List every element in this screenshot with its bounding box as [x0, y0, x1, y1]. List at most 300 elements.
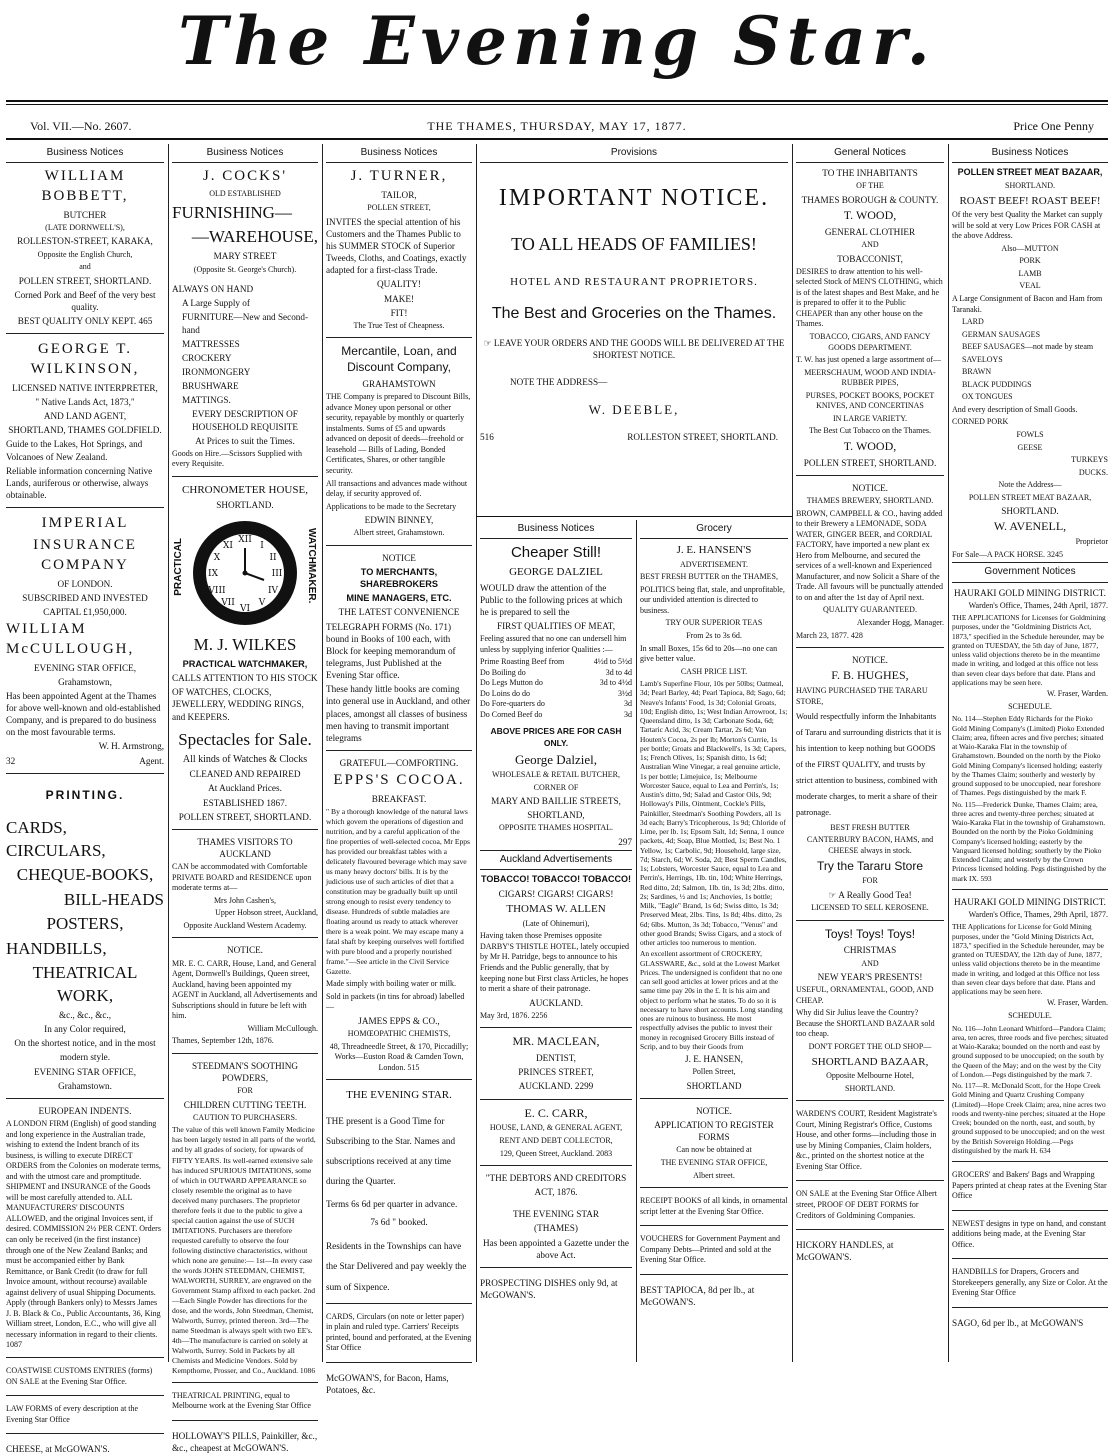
- ad-line: TRY OUR SUPERIOR TEAS: [665, 618, 763, 628]
- ad-line: WHOLESALE & RETAIL BUTCHER,: [492, 770, 620, 780]
- ad-line: DENTIST,: [536, 1053, 576, 1064]
- ad-line: RENT AND DEBT COLLECTOR,: [499, 1135, 613, 1145]
- notice-line: ☞ LEAVE YOUR ORDERS AND THE GOODS WILL BE DELIVERED AT THE SHORTEST NOTICE.: [483, 338, 785, 361]
- ad-line: TOBACCONIST,: [837, 253, 903, 264]
- divider: [480, 1027, 632, 1028]
- ad-hauraki-1: [952, 587, 1108, 883]
- column-6: [952, 144, 1108, 1362]
- column-1: [6, 144, 164, 1455]
- ad-heading: SHORTLAND BAZAAR,: [811, 1055, 929, 1068]
- ad-body: TELEGRAPH FORMS (No. 171) bound in Books of 100 each, with Block for keeping memorandum of telegrams, Just Published at the Evening Star office.: [326, 621, 456, 681]
- ad-line: FIRST QUALITIES OF MEAT,: [496, 620, 616, 631]
- divider: [640, 1098, 788, 1099]
- ad-line: and: [79, 262, 91, 272]
- ad-line: BREAKFAST.: [371, 793, 427, 804]
- ad-body: A LONDON FIRM (English) of good standing and long experience in the Australian trade, wishing to extend the Indent branch of its business, is willing to execute DIRECT ORDERS from the Colonies on moderate terms, and with the utmost care and promptitude. SHIPMENT and INSURANCE of the Goods will be most carefully attended to. ALL MANUFACTURERS' DISCOUNTS ALLOWED, and the original Invoices sent, if desired. COMMISSION 2½ PER CENT. Orders can only be received (in the first instance) through one of the New Zealand Banks; and must be accompanied either by Bank Remittance, or Bank Credit (to draw for full Invoice amount, without recourse) available against delivery of usual Shipping Documents. Apply (through Bankers only) to Messrs James J. B. Black & Co., Public Accountants, 36, King William street, London, E.C., who will give all necessary information in regard to their clients. 1087: [6, 1118, 161, 1350]
- ad-line: (THAMES): [534, 1223, 578, 1234]
- ad-body: Would respectfully inform the Inhabitants of Tararu and surrounding districts that it is his intention to keep nothing but GOODS of the FIRST QUALITY, and trusts by strict attention to business, combined with moderate charges, to merit a share of their patronage.: [796, 712, 942, 817]
- ad-heading: TOBACCO! TOBACCO! TOBACCO!: [481, 874, 631, 885]
- column-5: [796, 144, 944, 1362]
- ad-line: Sold in packets (in tins for abroad) labelled—: [326, 991, 465, 1012]
- ad-heading: Spectacles for Sale.: [178, 729, 312, 749]
- notice-subtitle: TO ALL HEADS OF FAMILIES!: [511, 233, 757, 254]
- svg-text:XI: XI: [223, 540, 233, 551]
- ad-line: CANTERBURY BACON, HAMS, and CHEESE always in stock.: [806, 835, 934, 856]
- ad-heading: George Dalziel,: [514, 751, 598, 767]
- ad-newest: NEWEST designs in type on hand, and constant additions being made, at the Evening Star Office.: [952, 1218, 1107, 1249]
- ad-line: At Prices to suit the Times.: [195, 435, 295, 446]
- ad-line: CARDS, CIRCULARS,: [6, 818, 106, 860]
- side-label: WATCHMAKER.: [306, 527, 317, 603]
- svg-text:VI: VI: [239, 603, 251, 614]
- divider: [796, 475, 944, 476]
- ad-line: Note the Address—: [998, 480, 1062, 490]
- ad-line: BEST FRESH BUTTER: [830, 822, 910, 832]
- price-value: 3d: [624, 709, 632, 719]
- ad-line: FOWLS: [1016, 429, 1044, 439]
- ad-line: And every description of Small Goods.: [952, 404, 1078, 414]
- divider: [326, 1303, 472, 1304]
- ad-line: AUCKLAND. 2299: [518, 1081, 594, 1092]
- ad-line: CORNER OF: [533, 782, 579, 792]
- ad-line: Terms 6s 6d per quarter in advance.: [326, 1198, 458, 1209]
- divider: [6, 1098, 164, 1099]
- ad-line: CIGARS! CIGARS! CIGARS!: [498, 889, 614, 900]
- ad-vouchers: VOUCHERS for Government Payment and Company Debts—Printed and sold at the Evening Star Office.: [640, 1234, 780, 1265]
- ad-line: All transactions and advances made without delay, if security approved of.: [326, 478, 468, 499]
- ad-allen: [480, 874, 632, 1021]
- ad-heading: Try the Tararu Store: [816, 858, 924, 873]
- divider: [952, 1210, 1108, 1211]
- ad-line: LAMB: [1018, 268, 1042, 278]
- ad-heading: J. COCKS': [202, 168, 288, 185]
- column-rule: [948, 144, 949, 1362]
- ad-line: SUBSCRIBED AND INVESTED: [22, 592, 148, 603]
- divider: [6, 507, 164, 508]
- ad-mccullough: [6, 620, 164, 767]
- ad-line: FOR: [237, 1086, 253, 1096]
- side-label: PRACTICAL: [173, 537, 184, 596]
- divider: [172, 1382, 318, 1383]
- ad-line: MARY AND BAILLIE STREETS,: [491, 796, 621, 807]
- ad-maclean: [480, 1034, 632, 1092]
- ad-hughes: [796, 654, 944, 914]
- column-4b: [640, 520, 788, 1362]
- ad-line: NEW YEAR'S PRESENTS!: [817, 972, 923, 983]
- ad-line: SHORTLAND, THAMES GOLDFIELD.: [8, 425, 162, 436]
- notice-title: IMPORTANT NOTICE.: [498, 185, 770, 212]
- ad-heading: STEEDMAN'S SOOTHING POWDERS,: [191, 1060, 299, 1084]
- ad-wardens-court: WARDEN'S COURT, Resident Magistrate's Court, Mining Registrar's Office, Customs House, and other forms—including those in use by Mining Companies, Claim holders, &c., printed on the shortest notice at the Evening Star Office.: [796, 1109, 937, 1171]
- ad-line: —WAREHOUSE,: [191, 226, 318, 246]
- ad-line: GRAHAMSTOWN: [362, 379, 436, 389]
- ad-line: Thames, September 12th, 1876.: [172, 1036, 274, 1046]
- ad-line: SHORTLAND.: [1001, 506, 1059, 517]
- ad-heading: WILLIAM BOBBETT,: [41, 168, 129, 204]
- ad-dishes: PROSPECTING DISHES only 9d, at McGOWAN'S.: [480, 1278, 618, 1301]
- divider: [6, 1433, 164, 1434]
- ad-bacon: McGOWAN'S, for Bacon, Hams, Potatoes, &c.: [326, 1373, 449, 1396]
- ad-line: BRUSHWARE: [182, 381, 239, 392]
- ad-line: POLLEN STREET, SHORTLAND.: [803, 457, 937, 468]
- ad-line: J. E. HANSEN,: [685, 1054, 743, 1065]
- ad-line: From 2s to 3s 6d.: [686, 630, 742, 640]
- column-4a: [480, 520, 632, 1362]
- divider: [480, 1099, 632, 1100]
- ad-line: Applications to be made to the Secretary: [326, 501, 457, 511]
- ad-line: ADVERTISEMENT.: [679, 559, 749, 569]
- ad-line: POSTERS,: [46, 914, 124, 934]
- ad-body: INVITES the special attention of his Customers and the Thames Public to his SUMMER STOCK of Superior Tweeds, Cloths, and Coatings, exactly adapted for a first-class Trade.: [326, 216, 467, 276]
- price-row: [480, 710, 632, 721]
- ad-heading: J. TURNER,: [350, 168, 448, 185]
- ad-line: GERMAN SAUSAGES: [962, 329, 1041, 339]
- ad-line: AUCKLAND.: [529, 997, 583, 1008]
- ad-line: IN LARGE VARIETY.: [832, 413, 907, 423]
- ad-line: POLLEN STREET,: [367, 203, 431, 213]
- ad-heading: EPPS'S COCOA.: [333, 772, 465, 789]
- ad-heading: POLLEN STREET MEAT BAZAAR,: [957, 167, 1103, 178]
- divider: [172, 1420, 318, 1421]
- ad-line: MAKE!: [383, 293, 415, 304]
- ad-line: MATTINGS.: [182, 395, 231, 406]
- ad-body: THE present is a Good Time for Subscribing to the Star. Names and subscriptions received at any time during the Quarter.: [326, 1115, 456, 1187]
- ad-line: EVENING STAR OFFICE,: [33, 1066, 137, 1077]
- ad-heading: PRINTING.: [45, 787, 125, 802]
- ad-line: CAN be accommodated with Comfortable PRIVATE BOARD and RESIDENCE upon moderate terms at—: [172, 862, 312, 893]
- ad-line: QUALITY!: [377, 279, 421, 290]
- ad-number: 516: [480, 432, 494, 443]
- ad-line: W. H. Armstrong,: [98, 741, 164, 752]
- ad-line: CALLS ATTENTION TO HIS STOCK: [172, 673, 318, 684]
- ad-meat-bazaar: [952, 167, 1108, 560]
- ad-heading: THE EVENING STAR: [512, 1209, 600, 1220]
- ad-heading: NOTICE.: [852, 482, 888, 493]
- ad-grocers: GROCERS' and Bakers' Bags and Wrapping Papers printed at cheap rates at the Evening Star Office: [952, 1170, 1107, 1201]
- ad-brewery: [796, 482, 944, 641]
- divider: [640, 1225, 788, 1226]
- ad-heading: GRATEFUL—COMFORTING.: [339, 757, 459, 768]
- notice-line: The Best and Groceries on the Thames.: [491, 305, 777, 323]
- ad-line: THAMES BOROUGH & COUNTY.: [801, 194, 939, 205]
- ad-line: Alexander Hogg, Manager.: [856, 618, 944, 627]
- ad-line: AND: [861, 958, 879, 968]
- notice-line: NOTE THE ADDRESS—: [510, 376, 608, 387]
- divider: [6, 1395, 164, 1396]
- ad-body: WOULD draw the attention of the Public to the following prices at which he is prepared to sell the: [480, 582, 623, 617]
- ad-line: OF LONDON.: [57, 578, 113, 589]
- price-value: 3d to 4d: [605, 667, 632, 677]
- svg-text:VII: VII: [221, 597, 235, 608]
- ad-sago: SAGO, 6d per lb., at McGOWAN'S: [952, 1318, 1084, 1329]
- ad-line: POLLEN STREET MEAT BAZAAR,: [968, 492, 1092, 502]
- ad-heading: HAURAKI GOLD MINING DISTRICT.: [954, 896, 1106, 907]
- ad-line: THEATRICAL WORK,: [32, 963, 138, 1005]
- ad-line: ABOVE PRICES ARE FOR CASH ONLY.: [490, 726, 622, 748]
- divider: [476, 516, 792, 517]
- ad-line: Warden's Office, Thames, 29th April, 1877.: [968, 909, 1108, 919]
- ad-line: BEST FRESH BUTTER on the THAMES,: [640, 572, 778, 582]
- ad-line: Corned Pork and Beef of the very best quality.: [14, 289, 156, 312]
- divider: [172, 476, 318, 477]
- divider: [952, 889, 1108, 890]
- ad-holloway: HOLLOWAY'S PILLS, Painkiller, &c., &c., cheapest at McGOWAN'S.: [172, 1431, 318, 1454]
- svg-text:I: I: [260, 540, 264, 551]
- ad-toys: [796, 927, 944, 1095]
- ad-heading: "THE DEBTORS AND CREDITORS: [485, 1173, 627, 1184]
- price-value: 3d to 4½d: [599, 678, 632, 688]
- ad-line: HANDBILLS,: [6, 938, 107, 958]
- ad-line: OLD ESTABLISHED: [209, 188, 281, 198]
- ad-hickory: HICKORY HANDLES, at McGOWAN'S.: [796, 1240, 894, 1263]
- ad-line: DUCKS.: [1078, 467, 1108, 477]
- ad-heading: E. C. CARR,: [524, 1105, 588, 1120]
- ad-heading: NOTICE: [382, 552, 416, 563]
- ad-heading: NOTICE.: [852, 655, 888, 666]
- ad-line: THE LATEST CONVENIENCE: [338, 607, 460, 618]
- ad-receipt: RECEIPT BOOKS of all kinds, in ornamental script letter at the Evening Star Office.: [640, 1196, 788, 1216]
- ad-line: VEAL: [1019, 281, 1041, 291]
- ad-turner: [326, 167, 472, 331]
- divider: [952, 1307, 1108, 1308]
- ad-line: " Native Lands Act, 1873,": [35, 397, 135, 407]
- ad-body: No. 114—Stephen Eddy Richards for the Pioko Gold Mining Company's (Limited) Pioko Extended Claim; area, fifteen acres and five perches; situated at Waio-Karaka Flat in the township of Grahamstown. Bounded on the north by the Pioko Gold Mining Company's licensed holding; easterly by the Thames Claim; southerly and westerly by ground supposed to be unoccupied, near foreshore of Thames. Pegs distinguished by the mark F.: [952, 714, 1105, 798]
- section-header: Government Notices: [952, 562, 1108, 582]
- divider: [480, 1267, 632, 1268]
- ad-line: CHRISTMAS: [843, 945, 897, 956]
- ad-line: Also—MUTTON: [1001, 243, 1059, 253]
- ad-line: HOMŒOPATHIC CHEMISTS,: [347, 1029, 451, 1039]
- ad-line: FURNISHING—: [172, 202, 292, 222]
- svg-text:IX: IX: [208, 568, 218, 579]
- ad-body: Having taken those Premises opposite DARBY'S THISTLE HOTEL, lately occupied by Mr H. Patridge, begs to announce to his Friends and the Public generally, that by keeping none but First class Articles, he hopes to merit a share of their patronage.: [480, 931, 630, 994]
- ad-line: BEEF SAUSAGES—not made by steam: [962, 342, 1094, 352]
- divider: [326, 545, 472, 546]
- price-row: [480, 668, 632, 679]
- divider: [796, 1180, 944, 1181]
- ad-line: All kinds of Watches & Clocks: [182, 754, 308, 766]
- ad-line: May 3rd, 1876. 2256: [480, 1010, 548, 1020]
- ad-wilkinson: [6, 340, 164, 501]
- ad-cocks: [172, 167, 318, 275]
- ad-line: SHORTLAND.: [1005, 181, 1055, 191]
- ad-line: DON'T FORGET THE OLD SHOP—: [808, 1042, 932, 1052]
- ad-heading: IMPERIAL: [41, 515, 129, 532]
- issue-rule: [6, 138, 1108, 140]
- ad-line: CAPITAL £1,950,000.: [43, 606, 127, 617]
- divider: [796, 920, 944, 921]
- ad-line: SHORTLAND.: [845, 1083, 895, 1093]
- ad-line: OX TONGUES: [962, 392, 1013, 402]
- ad-line: HOUSE, LAND, & GENERAL AGENT,: [489, 1123, 623, 1133]
- price-item: Do Boiling do: [480, 667, 526, 677]
- ad-line: Guide to the Lakes, Hot Springs, and Volcanoes of New Zealand.: [6, 439, 143, 462]
- ad-line: William McCullough.: [247, 1023, 318, 1033]
- ad-line: POLLEN STREET, SHORTLAND.: [178, 811, 312, 822]
- ad-heading: WILLIAM McCULLOUGH,: [6, 620, 135, 657]
- ad-cards: CARDS, Circulars (on note or letter paper) in plain and ruled type. Carriers' Receipts printed, bound and perforated, at the Evening Star Office: [326, 1311, 472, 1353]
- ad-line: BLACK PUDDINGS: [962, 379, 1032, 389]
- ad-line: MATTRESSES: [182, 338, 240, 349]
- divider: [6, 333, 164, 334]
- ad-carr: [480, 1106, 632, 1159]
- ad-line: QUALITY GUARANTEED.: [823, 605, 917, 615]
- price-item: Do Legs Mutton do: [480, 678, 543, 688]
- ad-line: (Late of Ohinemuri),: [522, 918, 590, 928]
- ad-line: MINE MANAGERS, ETC.: [346, 593, 452, 604]
- ad-line: AND: [861, 239, 879, 249]
- divider: [952, 1161, 1108, 1162]
- ad-line: OPPOSITE THAMES HOSPITAL.: [498, 823, 614, 833]
- ad-line: Grahamstown.: [58, 1080, 112, 1091]
- column-rule: [322, 144, 323, 1362]
- ad-heading: MR. MACLEAN,: [512, 1034, 600, 1049]
- price-value: 3d: [624, 699, 632, 709]
- section-header: Business Notices: [952, 144, 1108, 163]
- ad-line: MARY STREET: [213, 251, 277, 262]
- ad-line: Mrs John Cashen's,: [213, 895, 277, 905]
- ad-chronometer: [172, 483, 318, 823]
- ad-body: Why did Sir Julius leave the Country? Because the SHORTLAND BAZAAR sold too cheap.: [796, 1008, 935, 1039]
- ad-wood: [796, 167, 944, 469]
- ad-indents: [6, 1105, 164, 1351]
- ad-body: No. 116—John Leonard Whitford—Pandora Claim; area, ten acres, three roods and five perches; situated at Waio-Karaka; bounded on the north and east by ground supposed to be unoccupied; on the south by the Queen of the May; and on the west by the City of London.—Pegs distinguished by the mark 7.: [952, 1023, 1108, 1079]
- ad-heading: TO THE INHABITANTS: [822, 168, 918, 179]
- svg-text:III: III: [271, 568, 283, 579]
- divider: [796, 647, 944, 648]
- ad-line: BILL-HEADS: [63, 889, 164, 909]
- notice-name: W. DEEBLE,: [588, 402, 680, 418]
- section-header: Business Notices: [6, 144, 164, 163]
- ad-epps: [326, 757, 472, 1073]
- ad-line: ESTABLISHED 1867.: [203, 797, 287, 808]
- ad-debtors: [480, 1172, 632, 1261]
- ad-notice-carr: [172, 944, 318, 1047]
- ad-line: A Large Supply of: [182, 298, 250, 309]
- ad-body: THE Company is prepared to Discount Bills, advance Money upon personal or other security, repayable by monthly or quarterly instalments. Sums of £5 and upwards advanced on deposit of deeds—freehold or leasehold — Bills of Lading, Bonded Certificates, Shares, or other tangible security.: [326, 392, 471, 475]
- ad-body: " By a thorough knowledge of the natural laws which govern the operations of digestion and nutrition, and by a careful application of the fine properties of well-selected cocoa, Mr Epps has provided our breakfast tables with a delicately flavoured beverage which may save us many heavy doctors' bills. It is by the judicious use of such articles of diet that a constitution may be gradually built up until strong enough to resist every tendency to disease. Hundreds of subtle maladies are floating around us ready to attack wherever there is a weak point. We may escape many a fatal shaft by keeping ourselves well fortified with pure blood and a properly nourished frame."—See article in the Civil Service Gazette.: [326, 807, 471, 977]
- column-2: [172, 144, 318, 1454]
- ad-line: Reliable information concerning Native Lands, auriferous or otherwise, always obtainable.: [6, 465, 153, 500]
- ad-lawforms: LAW FORMS of every description at the Evening Star Office: [6, 1404, 139, 1424]
- ad-line: CHILDREN CUTTING TEETH.: [183, 1099, 307, 1110]
- ad-line: modern style.: [59, 1052, 110, 1063]
- ad-mercantile: [326, 344, 472, 539]
- svg-text:X: X: [213, 552, 221, 563]
- ad-heading: M. J. WILKES: [193, 634, 297, 654]
- ad-line: CASH PRICE LIST.: [680, 666, 748, 676]
- ad-body: The value of this well known Family Medicine has been largely tested in all parts of the world, and by all grades of society, for upwards of FIFTY YEARS. Its well-earned extensive sale has induced SPURIOUS IMITATIONS, some of which in OUTWARD APPEARANCE so closely resemble the original as to have deceived many purchasers. The proprietor therefore feels it due to the public to give a special caution against the use of SUCH IMITATIONS. Purchasers are therefore requested carefully to observe the four following distinctive characteristics, without which none are genuine:— 1st—In every case the words JOHN STEEDMAN, CHEMIST, WALWORTH, SURREY, are engraved on the Government Stamp affixed to each packet. 2nd—Each Single Powder has directions for the dose, and the words, John Steedman, Chemist, Walworth, Surrey, printed thereon. 3rd—The name Steedman is always spelt with two EE's. 4th—The manufacture is carried on solely at Walworth, Surrey. Sold in Packets by all Chemists and Medicine Vendors. Sold by Kempthorne, Prosser, and Co., Auckland. 1086: [172, 1125, 316, 1375]
- price-row: [480, 657, 632, 668]
- ad-body: MR. E. C. CARR, House, Land, and General Agent, Dornwell's Buildings, Queen street, Auckland, having been appointed my AGENT in Auckland, all Advertisements and Subscriptions should in future be left with him.: [172, 958, 318, 1021]
- ad-heading: THOMAS W. ALLEN: [506, 903, 606, 916]
- ad-heading: W. AVENELL,: [993, 519, 1067, 534]
- ad-line: W. Fraser, Warden.: [1046, 998, 1108, 1008]
- ad-dalziel: [480, 543, 632, 848]
- ad-hauraki-2: [952, 896, 1108, 1155]
- ad-line: EVERY DESCRIPTION OF HOUSEHOLD REQUISITE: [192, 409, 298, 432]
- ad-line: Has been appointed Agent at the Thames for above well-known and old-established Company, and is prepared to do business on the most favourable terms.: [6, 690, 161, 738]
- ad-line: CLEANED AND REPAIRED: [189, 769, 301, 780]
- ad-line: Goods on Hire.—Scissors Supplied with every Requisite.: [172, 448, 302, 469]
- ad-number: 297: [618, 836, 632, 847]
- ad-heading: NOTICE.: [696, 1106, 732, 1116]
- svg-text:IV: IV: [267, 585, 279, 596]
- dateline: THE THAMES, THURSDAY, MAY 17, 1877.: [427, 119, 687, 133]
- price-row: [480, 699, 632, 710]
- ad-body: Has been appointed a Gazette under the above Act.: [483, 1237, 629, 1260]
- ad-heading: GEORGE T. WILKINSON,: [30, 341, 140, 378]
- ad-visitors: [172, 836, 318, 932]
- ad-line: USEFUL, ORNAMENTAL, GOOD, AND CHEAP.: [796, 985, 934, 1005]
- section-header: Grocery: [640, 520, 788, 539]
- ad-line: SHORTLAND.: [216, 500, 274, 511]
- ad-line: TURKEYS: [1071, 455, 1108, 465]
- column-rule: [168, 144, 169, 1362]
- svg-text:XII: XII: [238, 534, 252, 545]
- ad-heading: Cheaper Still!: [510, 544, 602, 562]
- ad-heading: NOTICE.: [227, 945, 263, 956]
- divider: [480, 1165, 632, 1166]
- ad-body: Residents in the Townships can have the Star Delivered and pay weekly the sum of Sixpence.: [326, 1241, 467, 1292]
- ad-steedman: [172, 1060, 318, 1376]
- divider: [326, 337, 472, 338]
- ad-line: 129, Queen Street, Auckland. 2083: [499, 1148, 613, 1158]
- ad-body: No. 117—R. McDonald Scott, for the Hope Creek Gold Mining and Quartz Crushing Company (Limited)—Hope Creek Claim; area, nine acres two roods and twenty-nine perches; situated at the Hope Creek; bounded on the north, east, and south, by ground supposed to be unoccupied; and on the west by the British Sovereign Holding.—Pegs distinguished by the mark H. 634: [952, 1081, 1106, 1155]
- ad-line: T. W. has just opened a large assortment of—: [796, 355, 942, 365]
- ad-line: Feeling assured that no one can undersell him unless by supplying inferior Qualities :—: [480, 634, 627, 654]
- ad-number: 32: [6, 755, 16, 766]
- ad-line: 7s 6d " booked.: [370, 1216, 428, 1227]
- price-item: Do Corned Beef do: [480, 709, 543, 719]
- divider: [6, 773, 164, 774]
- ad-line: Albert street, Grahamstown.: [353, 528, 445, 538]
- divider: [326, 1362, 472, 1363]
- ad-heading: HAURAKI GOLD MINING DISTRICT.: [954, 587, 1106, 598]
- ad-bobbett: [6, 167, 164, 327]
- ad-line: TO MERCHANTS, SHAREBROKERS: [359, 566, 439, 590]
- ad-register-forms: [640, 1105, 788, 1181]
- divider: [326, 750, 472, 751]
- ad-body: POLITICS being flat, stale, and unprofitable, our undivided attention is directed to business.: [640, 584, 785, 615]
- ad-heading: INSURANCE COMPANY: [33, 536, 137, 573]
- ad-tapioca: BEST TAPIOCA, 8d per lb., at McGOWAN'S.: [640, 1284, 755, 1308]
- ad-line: Made simply with boiling water or milk.: [326, 979, 456, 989]
- price-item: Prime Roasting Beef from: [480, 657, 565, 667]
- ad-body: DESIRES to draw attention to his well-selected Stock of MEN'S CLOTHING, which is of the latest shapes and Best Make, and he is prepared to offer it to the Public CHEAPER than any other house on the Thames.: [796, 266, 943, 329]
- ad-heading: CHRONOMETER HOUSE,: [182, 483, 308, 496]
- section-header: Business Notices: [480, 520, 632, 539]
- ad-line: GENERAL CLOTHIER: [824, 226, 916, 237]
- ad-line: The True Test of Cheapness.: [353, 320, 445, 330]
- ad-line: PURSES, POCKET BOOKS, POCKET KNIVES, AND CONCERTINAS: [805, 390, 935, 411]
- ad-line: APPLICATION TO REGISTER FORMS: [654, 1120, 774, 1143]
- ad-body: BROWN, CAMPBELL & CO., having added to their Brewery a LEMONADE, SODA WATER, GINGER BEER, and CORDIAL FACTORY, have imported a new plant ex Hero from Melbourne, and secured the services of a well-known and Experienced Manufacturer, and now Solicit a Share of the Trade. All favours will be punctually attended to on and after the 1st day of April next.: [796, 508, 944, 602]
- ad-line: Opposite Melbourne Hotel,: [826, 1071, 914, 1081]
- price-row: [480, 678, 632, 689]
- divider: [172, 1053, 318, 1054]
- ad-heading: J. E. HANSEN'S: [676, 544, 752, 557]
- ad-line: FOR: [862, 876, 878, 886]
- ad-handbills: HANDBILLS for Drapers, Grocers and Storekeepers generally, any Size or Color. At the Evening Star Office: [952, 1267, 1108, 1298]
- svg-text:II: II: [269, 552, 277, 563]
- svg-text:VIII: VIII: [208, 585, 226, 596]
- price-value: 3½d: [618, 688, 632, 698]
- ad-cheese: CHEESE, at McGOWAN'S.: [6, 1444, 110, 1455]
- divider: [172, 937, 318, 938]
- clock-icon: [190, 518, 300, 628]
- masthead-rule: [6, 100, 1108, 102]
